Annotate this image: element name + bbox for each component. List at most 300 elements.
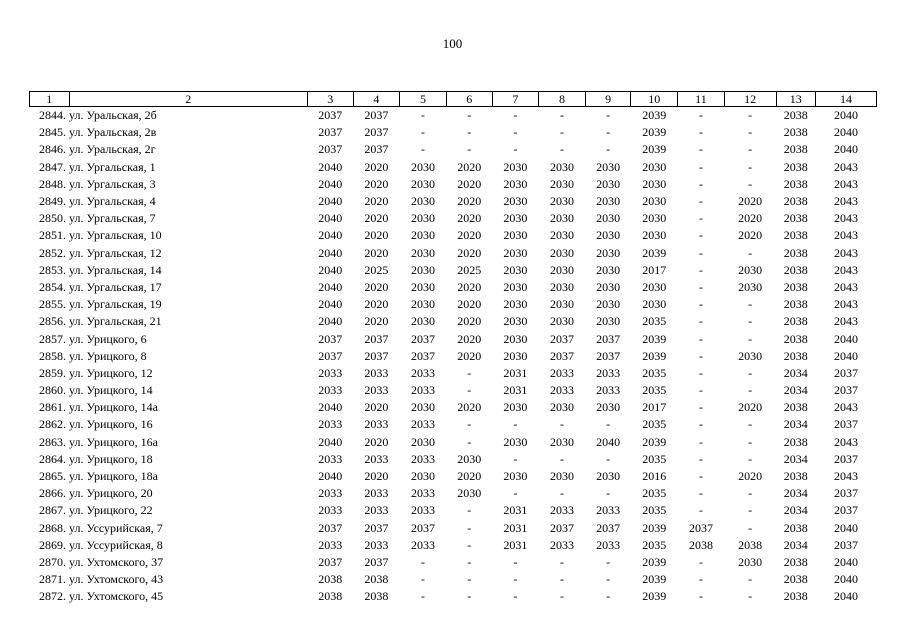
year-cell-col-4: 2037: [364, 108, 389, 123]
year-cell-col-6: -: [467, 520, 472, 535]
year-cell-col-8: 2030: [550, 211, 574, 226]
column-header-4: 4: [353, 92, 400, 107]
year-cell-col-8: 2030: [550, 314, 574, 329]
address-cell: ул. Ургальская, 1: [69, 159, 156, 174]
year-cell-col-4: 2033: [364, 537, 389, 552]
column-header-2: 2: [69, 92, 307, 107]
row-number: 2856.: [39, 314, 67, 329]
year-cell-col-4: 2020: [364, 159, 389, 174]
year-cell-col-5: 2033: [411, 417, 436, 432]
year-cell-col-6: -: [467, 365, 472, 380]
year-cell-col-7: 2030: [503, 434, 528, 449]
year-cell-col-9: -: [606, 417, 611, 432]
year-cell-col-3: 2033: [318, 451, 343, 466]
year-cell-col-5: 2033: [411, 486, 436, 501]
year-cell-col-11: -: [698, 503, 703, 518]
year-cell-col-7: -: [513, 554, 518, 569]
year-cell-col-14: 2040: [834, 108, 859, 123]
schedule-table: [29, 91, 877, 605]
year-cell-col-12: 2020: [738, 469, 763, 484]
year-cell-col-4: 2033: [364, 417, 389, 432]
year-cell-col-8: 2033: [550, 503, 574, 518]
year-cell-col-5: 2037: [411, 520, 436, 535]
row-number: 2850.: [39, 211, 67, 226]
year-cell-col-8: 2030: [550, 400, 574, 415]
year-cell-col-11: -: [698, 194, 703, 209]
year-cell-col-3: 2040: [318, 211, 343, 226]
year-cell-col-5: 2030: [411, 434, 436, 449]
year-cell-col-13: 2038: [783, 159, 808, 174]
year-cell-col-3: 2040: [318, 194, 343, 209]
table-header: [30, 92, 877, 107]
year-cell-col-3: 2033: [318, 417, 343, 432]
year-cell-col-8: 2037: [550, 331, 574, 346]
year-cell-col-14: 2043: [834, 400, 859, 415]
year-cell-col-7: 2030: [503, 400, 528, 415]
year-cell-col-14: 2043: [834, 159, 859, 174]
year-cell-col-11: -: [698, 589, 703, 604]
year-cell-col-3: 2037: [318, 520, 343, 535]
year-cell-col-13: 2038: [783, 297, 808, 312]
year-cell-col-8: 2030: [550, 194, 574, 209]
year-cell-col-9: 2033: [596, 503, 621, 518]
year-cell-col-12: -: [748, 365, 753, 380]
year-cell-col-6: 2020: [457, 211, 482, 226]
year-cell-col-10: 2035: [642, 417, 667, 432]
year-cell-col-6: 2020: [457, 400, 482, 415]
year-cell-col-14: 2037: [834, 383, 859, 398]
row-number: 2854.: [39, 279, 67, 294]
year-cell-col-14: 2043: [834, 211, 859, 226]
year-cell-col-10: 2030: [642, 159, 667, 174]
year-cell-col-9: 2037: [596, 331, 621, 346]
year-cell-col-3: 2040: [318, 159, 343, 174]
year-cell-col-3: 2038: [318, 589, 343, 604]
year-cell-col-8: -: [560, 125, 564, 140]
year-cell-col-10: 2039: [642, 554, 667, 569]
year-cell-col-8: 2030: [550, 245, 574, 260]
row-number: 2868.: [39, 520, 67, 535]
address-cell: ул. Урицкого, 18: [69, 451, 153, 466]
year-cell-col-11: -: [698, 348, 703, 363]
column-header-9: 9: [585, 92, 631, 107]
table-row: [30, 348, 877, 365]
year-cell-col-14: 2043: [834, 228, 859, 243]
year-cell-col-8: 2030: [550, 469, 574, 484]
year-cell-col-9: 2030: [596, 314, 621, 329]
year-cell-col-10: 2017: [642, 400, 667, 415]
year-cell-col-3: 2033: [318, 383, 343, 398]
column-header-7: 7: [492, 92, 539, 107]
row-number: 2858.: [39, 348, 67, 363]
year-cell-col-6: -: [467, 383, 472, 398]
year-cell-col-9: 2033: [596, 365, 621, 380]
year-cell-col-12: 2020: [738, 211, 763, 226]
year-cell-col-5: -: [421, 572, 426, 587]
year-cell-col-13: 2038: [783, 279, 808, 294]
year-cell-col-7: 2031: [503, 537, 528, 552]
table-row: [30, 451, 877, 468]
year-cell-col-8: -: [560, 142, 564, 157]
year-cell-col-7: 2031: [503, 365, 528, 380]
address-cell: ул. Ургальская, 10: [69, 228, 162, 243]
year-cell-col-6: 2020: [457, 245, 482, 260]
year-cell-col-14: 2040: [834, 520, 859, 535]
year-cell-col-13: 2038: [783, 125, 808, 140]
year-cell-col-7: 2030: [503, 331, 528, 346]
page-number: 100: [442, 36, 463, 51]
year-cell-col-7: 2030: [503, 469, 528, 484]
year-cell-col-7: -: [513, 589, 518, 604]
row-number: 2871.: [39, 572, 67, 587]
year-cell-col-11: -: [698, 314, 703, 329]
year-cell-col-8: -: [560, 589, 564, 604]
row-number: 2847.: [39, 159, 67, 174]
year-cell-col-4: 2020: [364, 245, 389, 260]
address-cell: ул. Урицкого, 18а: [69, 469, 158, 484]
year-cell-col-4: 2020: [364, 314, 389, 329]
table-row: [30, 210, 877, 227]
year-cell-col-13: 2034: [783, 486, 808, 501]
year-cell-col-3: 2037: [318, 554, 343, 569]
address-cell: ул. Уссурийская, 8: [69, 537, 163, 552]
year-cell-col-4: 2037: [364, 125, 389, 140]
table-body: [30, 107, 877, 606]
year-cell-col-12: 2030: [738, 279, 763, 294]
column-header-6: 6: [446, 92, 492, 107]
column-header-3: 3: [307, 92, 353, 107]
address-cell: ул. Урицкого, 14: [69, 383, 153, 398]
year-cell-col-10: 2035: [642, 537, 667, 552]
year-cell-col-4: 2037: [364, 520, 389, 535]
table-row: [30, 485, 877, 502]
year-cell-col-6: -: [467, 125, 472, 140]
year-cell-col-11: -: [698, 228, 703, 243]
address-cell: ул. Уральская, 2г: [69, 142, 156, 157]
year-cell-col-12: -: [748, 520, 753, 535]
year-cell-col-8: 2033: [550, 383, 574, 398]
year-cell-col-9: 2030: [596, 228, 621, 243]
year-cell-col-7: -: [513, 572, 518, 587]
address-cell: ул. Ургальская, 21: [69, 314, 162, 329]
year-cell-col-13: 2038: [783, 108, 808, 123]
year-cell-col-13: 2038: [783, 142, 808, 157]
year-cell-col-4: 2038: [364, 589, 389, 604]
table-row: [30, 399, 877, 416]
year-cell-col-4: 2037: [364, 348, 389, 363]
year-cell-col-8: -: [560, 554, 564, 569]
year-cell-col-8: 2030: [550, 297, 574, 312]
year-cell-col-4: 2020: [364, 279, 389, 294]
year-cell-col-12: -: [748, 589, 753, 604]
year-cell-col-6: -: [467, 503, 472, 518]
year-cell-col-14: 2043: [834, 176, 859, 191]
year-cell-col-10: 2039: [642, 331, 667, 346]
year-cell-col-3: 2037: [318, 331, 343, 346]
year-cell-col-9: 2030: [596, 297, 621, 312]
year-cell-col-3: 2040: [318, 434, 343, 449]
row-number: 2855.: [39, 297, 67, 312]
year-cell-col-8: 2030: [550, 434, 574, 449]
year-cell-col-14: 2043: [834, 314, 859, 329]
year-cell-col-9: 2037: [596, 520, 621, 535]
year-cell-col-10: 2039: [642, 142, 667, 157]
year-cell-col-10: 2017: [642, 262, 667, 277]
year-cell-col-13: 2038: [783, 314, 808, 329]
year-cell-col-4: 2037: [364, 331, 389, 346]
address-cell: ул. Урицкого, 22: [69, 503, 153, 518]
year-cell-col-9: 2030: [596, 279, 621, 294]
table-row: [30, 159, 877, 176]
year-cell-col-7: 2031: [503, 520, 528, 535]
row-number: 2857.: [39, 331, 67, 346]
year-cell-col-8: 2033: [550, 537, 574, 552]
table-row: [30, 124, 877, 141]
year-cell-col-10: 2039: [642, 589, 667, 604]
year-cell-col-5: 2030: [411, 194, 436, 209]
year-cell-col-4: 2020: [364, 194, 389, 209]
year-cell-col-14: 2043: [834, 469, 859, 484]
year-cell-col-13: 2038: [783, 245, 808, 260]
column-header-13: 13: [776, 92, 816, 107]
year-cell-col-4: 2037: [364, 142, 389, 157]
year-cell-col-5: -: [421, 125, 426, 140]
year-cell-col-8: 2030: [550, 228, 574, 243]
year-cell-col-6: 2020: [457, 194, 482, 209]
row-number: 2848.: [39, 176, 67, 191]
year-cell-col-8: 2030: [550, 262, 574, 277]
year-cell-col-3: 2033: [318, 503, 343, 518]
year-cell-col-3: 2040: [318, 262, 343, 277]
year-cell-col-14: 2043: [834, 434, 859, 449]
year-cell-col-6: 2020: [457, 348, 482, 363]
row-number: 2862.: [39, 417, 67, 432]
year-cell-col-10: 2030: [642, 228, 667, 243]
year-cell-col-12: -: [748, 383, 753, 398]
year-cell-col-8: 2030: [550, 159, 574, 174]
year-cell-col-7: 2030: [503, 211, 528, 226]
year-cell-col-6: 2030: [457, 486, 482, 501]
year-cell-col-6: 2020: [457, 228, 482, 243]
year-cell-col-7: -: [513, 108, 518, 123]
year-cell-col-13: 2038: [783, 331, 808, 346]
year-cell-col-11: -: [698, 554, 703, 569]
year-cell-col-5: 2030: [411, 176, 436, 191]
year-cell-col-11: -: [698, 142, 703, 157]
row-number: 2844.: [39, 108, 67, 123]
address-cell: ул. Ургальская, 4: [69, 194, 156, 209]
address-cell: ул. Ургальская, 7: [69, 211, 156, 226]
row-number: 2853.: [39, 262, 67, 277]
year-cell-col-11: -: [698, 297, 703, 312]
table-row: [30, 193, 877, 210]
year-cell-col-10: 2035: [642, 503, 667, 518]
year-cell-col-9: 2030: [596, 159, 621, 174]
year-cell-col-6: 2020: [457, 314, 482, 329]
year-cell-col-6: -: [467, 417, 472, 432]
year-cell-col-9: -: [606, 451, 611, 466]
year-cell-col-12: -: [748, 142, 753, 157]
year-cell-col-4: 2020: [364, 434, 389, 449]
year-cell-col-4: 2020: [364, 400, 389, 415]
year-cell-col-11: -: [698, 572, 703, 587]
year-cell-col-10: 2039: [642, 572, 667, 587]
column-header-1: 1: [30, 92, 70, 107]
column-header-5: 5: [400, 92, 447, 107]
year-cell-col-11: -: [698, 279, 703, 294]
year-cell-col-6: 2030: [457, 451, 482, 466]
year-cell-col-7: -: [513, 486, 518, 501]
year-cell-col-5: -: [421, 554, 426, 569]
year-cell-col-4: 2033: [364, 365, 389, 380]
year-cell-col-3: 2040: [318, 314, 343, 329]
year-cell-col-8: 2037: [550, 348, 574, 363]
row-number: 2866.: [39, 486, 67, 501]
table-row: [30, 107, 877, 125]
year-cell-col-12: -: [748, 486, 753, 501]
year-cell-col-14: 2037: [834, 417, 859, 432]
year-cell-col-11: -: [698, 486, 703, 501]
year-cell-col-4: 2038: [364, 572, 389, 587]
year-cell-col-3: 2040: [318, 245, 343, 260]
year-cell-col-5: -: [421, 142, 426, 157]
year-cell-col-6: -: [467, 108, 472, 123]
year-cell-col-11: -: [698, 383, 703, 398]
year-cell-col-7: 2030: [503, 348, 528, 363]
year-cell-col-10: 2039: [642, 520, 667, 535]
year-cell-col-12: -: [748, 417, 753, 432]
column-header-11: 11: [678, 92, 725, 107]
table-row: [30, 279, 877, 296]
year-cell-col-14: 2037: [834, 365, 859, 380]
year-cell-col-4: 2033: [364, 383, 389, 398]
year-cell-col-5: 2030: [411, 469, 436, 484]
year-cell-col-10: 2030: [642, 176, 667, 191]
year-cell-col-11: 2038: [688, 537, 713, 552]
year-cell-col-4: 2025: [364, 262, 389, 277]
year-cell-col-5: 2030: [411, 279, 436, 294]
table-row: [30, 176, 877, 193]
year-cell-col-7: 2030: [503, 159, 528, 174]
year-cell-col-12: -: [748, 108, 753, 123]
year-cell-col-10: 2035: [642, 486, 667, 501]
row-number: 2849.: [39, 194, 67, 209]
year-cell-col-11: -: [698, 245, 703, 260]
table-row: [30, 245, 877, 262]
year-cell-col-12: -: [748, 245, 753, 260]
year-cell-col-3: 2040: [318, 228, 343, 243]
year-cell-col-7: -: [513, 125, 518, 140]
address-cell: ул. Уральская, 2в: [69, 125, 157, 140]
table-row: [30, 520, 877, 537]
table-row: [30, 262, 877, 279]
year-cell-col-5: 2033: [411, 383, 436, 398]
year-cell-col-3: 2038: [318, 572, 343, 587]
year-cell-col-11: -: [698, 400, 703, 415]
year-cell-col-7: 2031: [503, 503, 528, 518]
address-cell: ул. Урицкого, 16: [69, 417, 153, 432]
year-cell-col-9: -: [606, 108, 611, 123]
year-cell-col-3: 2037: [318, 142, 343, 157]
year-cell-col-10: 2035: [642, 383, 667, 398]
table-row: [30, 330, 877, 347]
year-cell-col-8: -: [560, 572, 564, 587]
year-cell-col-7: -: [513, 417, 518, 432]
year-cell-col-12: -: [748, 125, 753, 140]
year-cell-col-3: 2040: [318, 176, 343, 191]
year-cell-col-11: -: [698, 159, 703, 174]
year-cell-col-7: 2031: [503, 383, 528, 398]
year-cell-col-11: -: [698, 469, 703, 484]
year-cell-col-9: -: [606, 125, 611, 140]
year-cell-col-4: 2037: [364, 554, 389, 569]
table-row: [30, 554, 877, 571]
address-cell: ул. Урицкого, 6: [69, 331, 147, 346]
year-cell-col-13: 2038: [783, 262, 808, 277]
row-number: 2851.: [39, 228, 67, 243]
year-cell-col-9: 2037: [596, 348, 621, 363]
year-cell-col-10: 2035: [642, 314, 667, 329]
table-row: [30, 382, 877, 399]
year-cell-col-12: 2020: [738, 228, 763, 243]
year-cell-col-11: -: [698, 125, 703, 140]
year-cell-col-9: 2033: [596, 383, 621, 398]
year-cell-col-6: 2020: [457, 331, 482, 346]
year-cell-col-8: 2037: [550, 520, 574, 535]
year-cell-col-12: 2030: [738, 262, 763, 277]
year-cell-col-4: 2033: [364, 451, 389, 466]
address-cell: ул. Ургальская, 14: [69, 262, 162, 277]
year-cell-col-6: 2020: [457, 469, 482, 484]
table-row: [30, 571, 877, 588]
address-cell: ул. Урицкого, 16а: [69, 434, 158, 449]
year-cell-col-14: 2043: [834, 262, 859, 277]
year-cell-col-10: 2039: [642, 108, 667, 123]
year-cell-col-7: 2030: [503, 194, 528, 209]
year-cell-col-5: 2030: [411, 297, 436, 312]
year-cell-col-6: 2020: [457, 176, 482, 191]
year-cell-col-8: 2030: [550, 279, 574, 294]
year-cell-col-7: 2030: [503, 245, 528, 260]
year-cell-col-4: 2033: [364, 486, 389, 501]
year-cell-col-11: -: [698, 211, 703, 226]
year-cell-col-13: 2038: [783, 400, 808, 415]
table-row: [30, 537, 877, 554]
address-cell: ул. Ухтомского, 37: [69, 554, 164, 569]
year-cell-col-7: 2030: [503, 314, 528, 329]
year-cell-col-13: 2034: [783, 537, 808, 552]
year-cell-col-13: 2038: [783, 520, 808, 535]
year-cell-col-14: 2043: [834, 194, 859, 209]
year-cell-col-12: 2038: [738, 537, 763, 552]
row-number: 2863.: [39, 434, 67, 449]
year-cell-col-4: 2020: [364, 469, 389, 484]
year-cell-col-13: 2034: [783, 503, 808, 518]
year-cell-col-3: 2033: [318, 486, 343, 501]
year-cell-col-4: 2020: [364, 297, 389, 312]
year-cell-col-8: -: [560, 108, 564, 123]
year-cell-col-5: 2037: [411, 331, 436, 346]
year-cell-col-12: -: [748, 572, 753, 587]
table-row: [30, 141, 877, 158]
year-cell-col-3: 2040: [318, 469, 343, 484]
year-cell-col-13: 2038: [783, 211, 808, 226]
year-cell-col-3: 2040: [318, 279, 343, 294]
year-cell-col-12: -: [748, 159, 753, 174]
year-cell-col-9: -: [606, 142, 611, 157]
year-cell-col-4: 2033: [364, 503, 389, 518]
table-row: [30, 296, 877, 313]
